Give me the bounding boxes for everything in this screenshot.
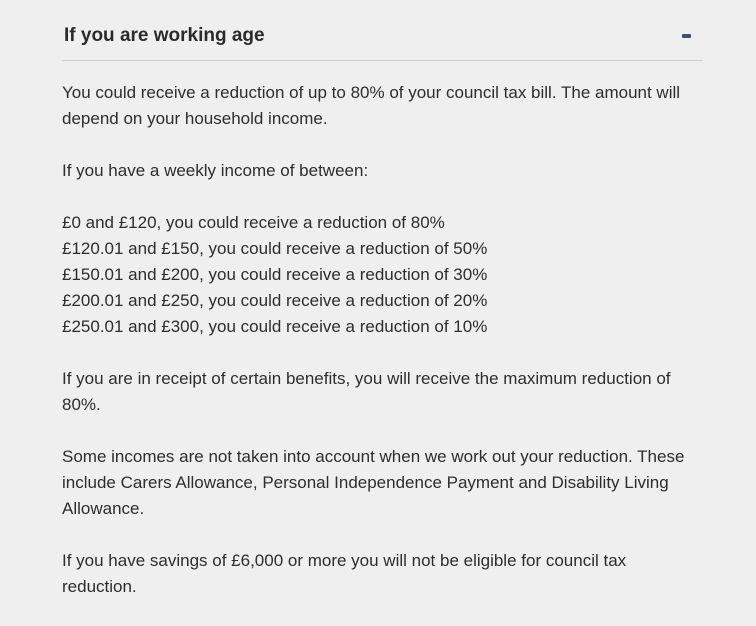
accordion-working-age [62,0,703,626]
collapse-minus-icon[interactable] [682,34,691,38]
benefits-paragraph: If you are in receipt of certain benefits, you will receive the maximum reduction of 80%. [62,369,671,414]
income-band-item: £250.01 and £300, you could receive a reduction of 10% [62,317,488,336]
income-band-item: £150.01 and £200, you could receive a reduction of 30% [62,265,488,284]
income-band-item: £200.01 and £250, you could receive a reduction of 20% [62,291,488,310]
intro-paragraph: You could receive a reduction of up to 80% of your council tax bill. The amount will depend on your household income. [62,83,681,128]
income-bands-list [62,210,703,340]
accordion-title[interactable]: If you are working age [64,25,265,46]
income-band-item: £0 and £120, you could receive a reduction of 80% [62,213,445,232]
bands-intro-paragraph: If you have a weekly income of between: [62,161,369,180]
savings-paragraph: If you have savings of £6,000 or more you will not be eligible for council tax reduction. [62,551,627,596]
exclusions-paragraph: Some incomes are not taken into account when we work out your reduction. These include Carers Allowance, Personal Independence Payment and Disability Living Allowance. [62,447,685,518]
income-band-item: £120.01 and £150, you could receive a reduction of 50% [62,239,488,258]
accordion-content [62,61,703,600]
accordion-header[interactable] [62,0,703,61]
